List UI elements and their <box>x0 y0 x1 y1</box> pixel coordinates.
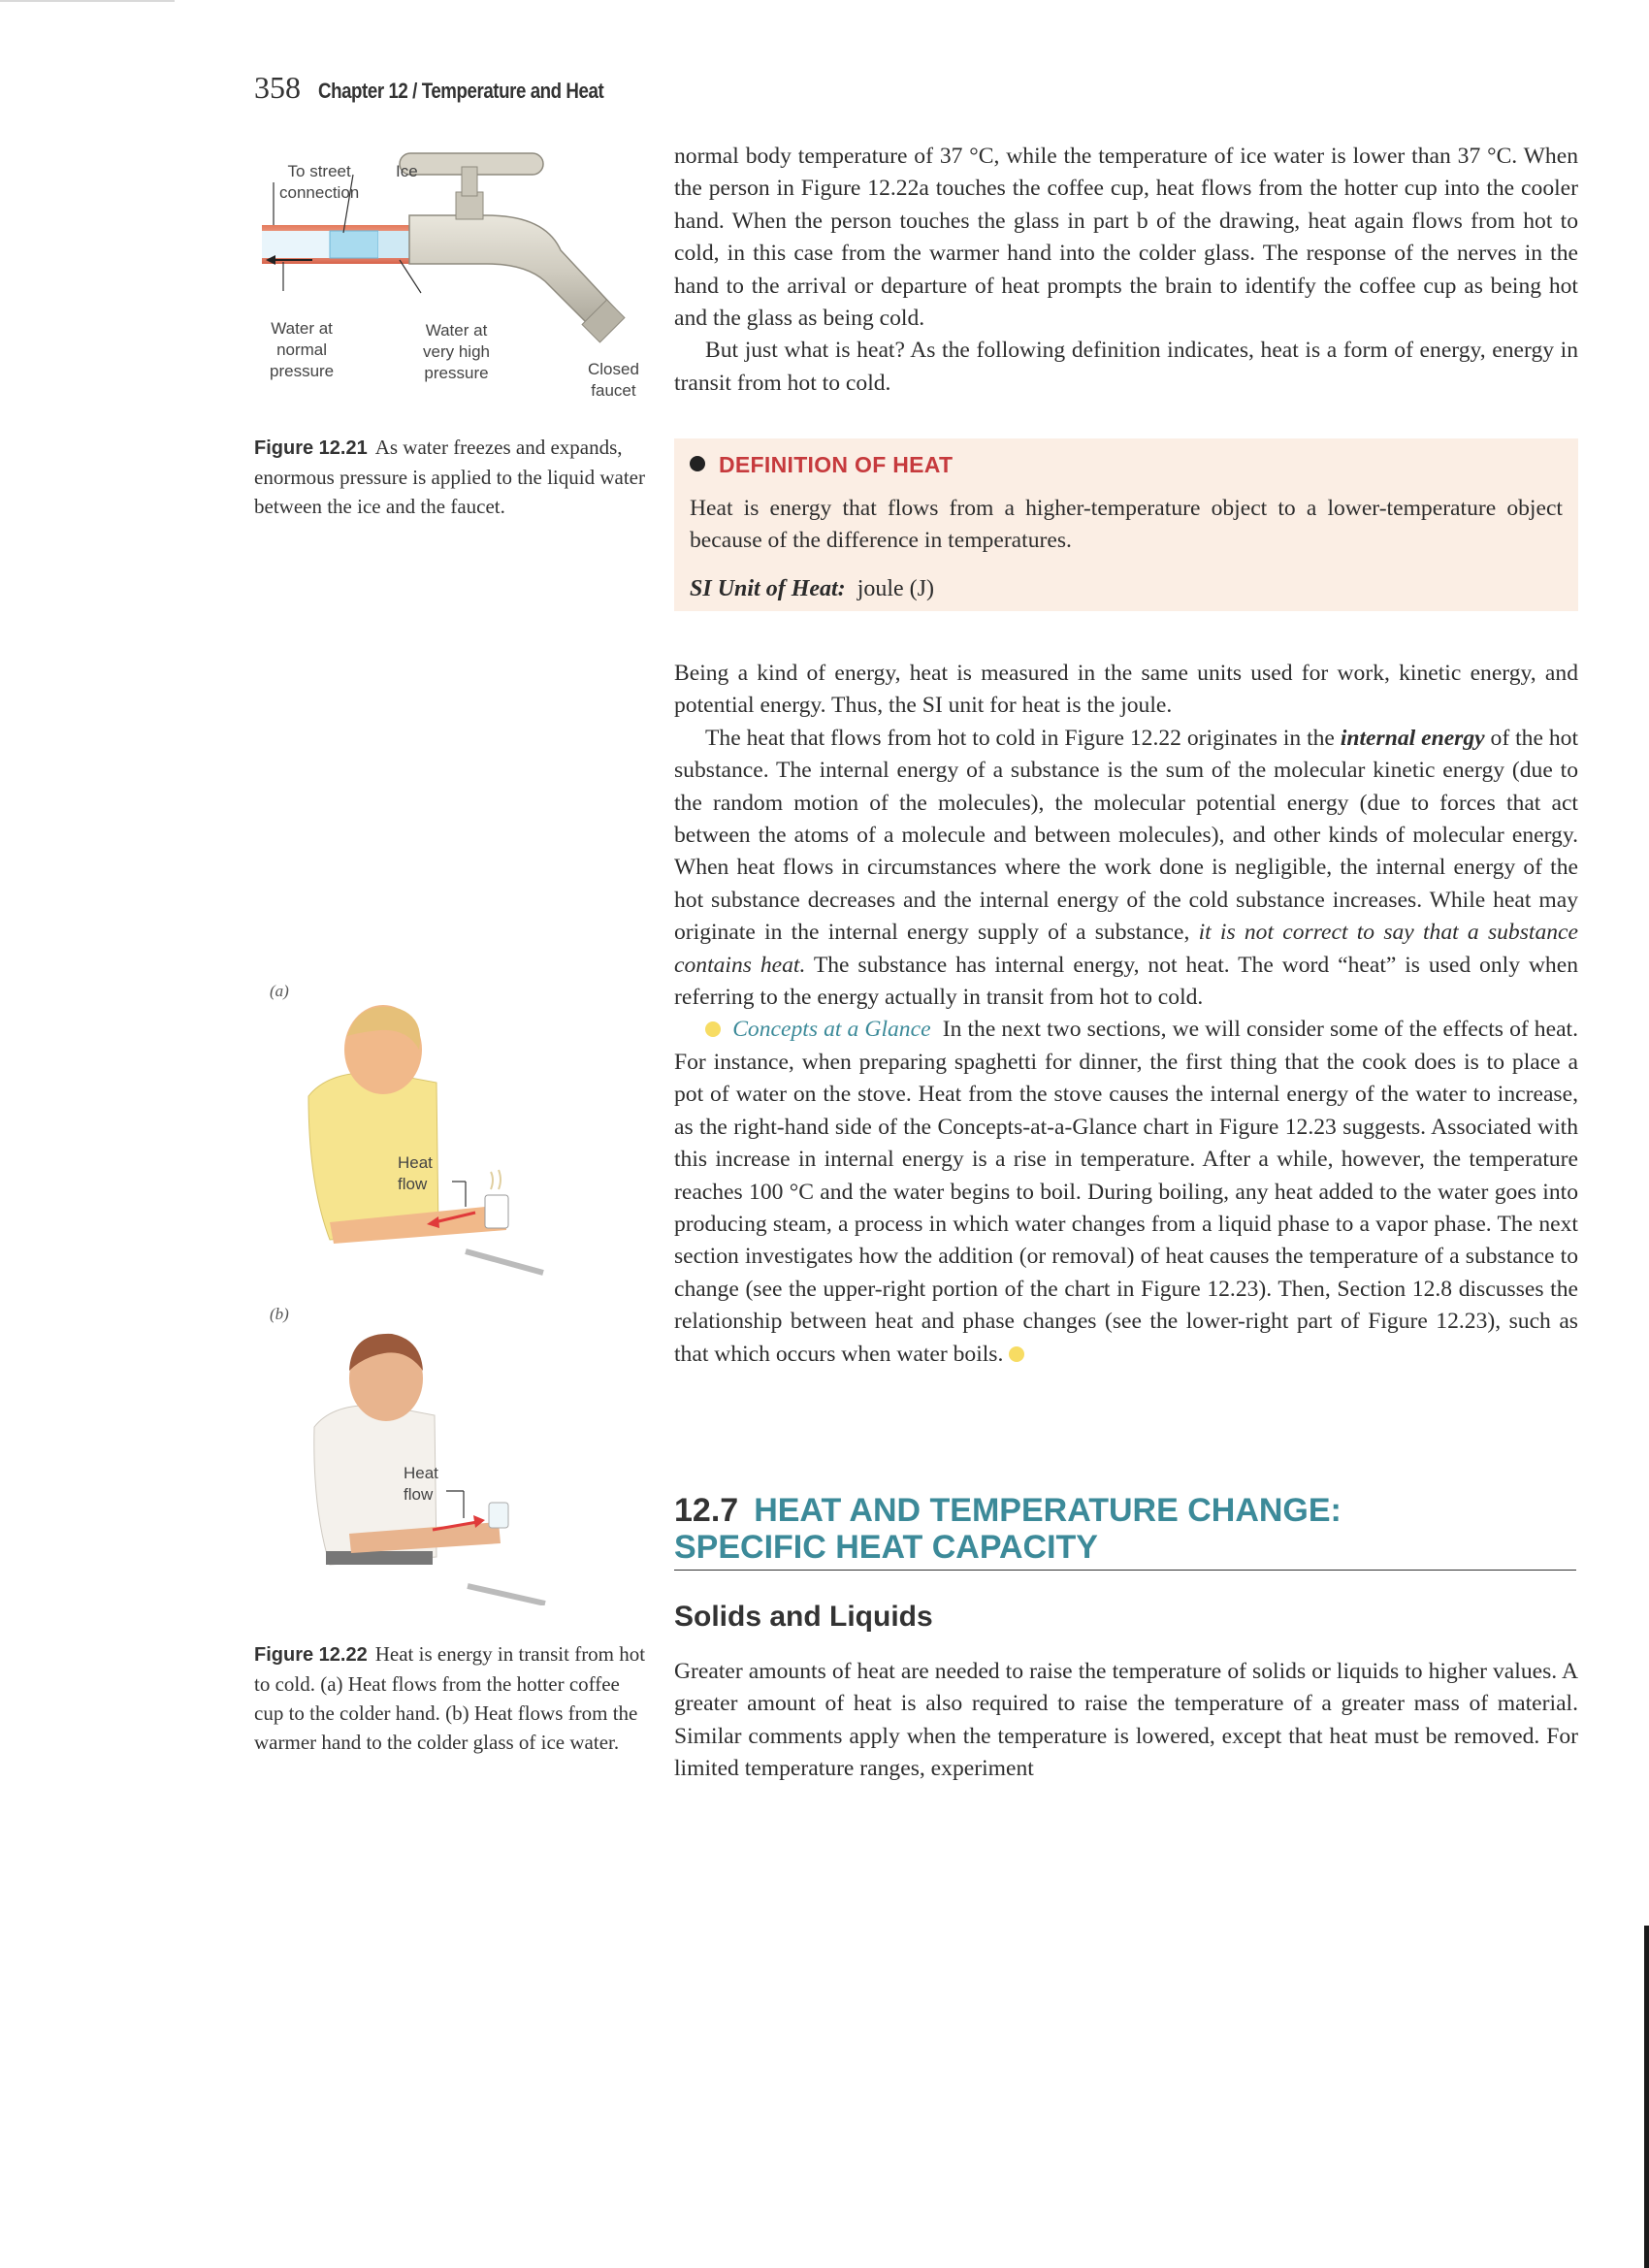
coffee-cup <box>485 1195 508 1228</box>
subsection-heading: Solids and Liquids <box>674 1601 933 1633</box>
chapter-title: Chapter 12 / Temperature and Heat <box>318 79 604 103</box>
ice-plug <box>330 231 378 258</box>
paragraph-concepts: Concepts at a Glance In the next two sections, we will consider some of the effects of heat. For instance, when preparing spaghetti for dinner, the first thing that the cook does is to place a pot of water on the stove. Heat from the stove causes the internal energy of the water to increase, as the right-hand side of the Concepts-at-a-Glance chart in Figure 12.23 suggests. Associated with this increase in internal energy is a rise in temperature. After a while, however, the temperature reaches 100 °C and the water begins to boil. During boiling, any heat added to the water goes into producing steam, a process in which water changes from a liquid phase to a vapor phase. The next section investigates how the addition (or removal) of heat causes the temperature of a substance to change (see the upper-right portion of the chart in Figure 12.23). Then, Section 12.8 discusses the relationship between heat and phase changes (see the lower-right part of Figure 12.23), such as that which occurs when water boils. <box>674 1017 1579 1367</box>
belt <box>326 1551 433 1565</box>
label-water-high: Water at very high pressure <box>423 321 490 382</box>
table-edge <box>468 1586 545 1604</box>
section-title-line2: SPECIFIC HEAT CAPACITY <box>674 1529 1098 1566</box>
caption-figure-12-21 <box>254 433 647 521</box>
label-closed-faucet: Closed faucet <box>588 360 639 400</box>
page-top-edge <box>0 0 175 2</box>
figure-12-22b <box>291 1314 563 1605</box>
figure-12-21 <box>254 146 652 407</box>
page-right-edge <box>1644 1926 1649 2268</box>
section-number: 12.7 <box>674 1492 739 1529</box>
bullet-icon <box>690 456 705 471</box>
ice-water-glass <box>489 1503 508 1528</box>
body-column-top <box>674 141 1578 400</box>
key-term: internal energy <box>1340 725 1485 751</box>
caption-number: Figure 12.21 <box>254 437 368 459</box>
paragraph-internal-energy: The heat that flows from hot to cold in Figure 12.22 originates in the internal energy of the hot substance. The internal energy of a substance is the sum of the molecular kinetic energy (due to the random motion of the molecules), the molecular potential energy (due to forces that act between the atoms of a molecule and between molecules), and other kinds of molecular energy. When heat flows in circumstances where the work done is negligible, the internal energy of the hot substance decreases and the internal energy of the cold substance increases. While heat may originate in the internal energy supply of a substance, it is not correct to say that a substance contains heat. The substance has internal energy, not heat. The word “heat” is used only when referring to the energy actually in transit from hot to cold. <box>674 725 1578 1011</box>
concepts-marker-icon <box>705 1021 721 1037</box>
caption-number: Figure 12.22 <box>254 1644 368 1666</box>
paragraph: Greater amounts of heat are needed to raise the temperature of solids or liquids to higher values. A greater amount of heat is also required to raise the temperature of a greater mass of material. Similar comments apply when the temperature is lowered, except that heat must be removed. For limited temperature ranges, experiment <box>674 1659 1578 1782</box>
concepts-end-marker-icon <box>1009 1346 1024 1362</box>
label-ice: Ice <box>396 162 418 180</box>
steam-icon <box>491 1170 501 1189</box>
concepts-at-a-glance-label: Concepts at a Glance <box>732 1017 931 1043</box>
section-heading <box>674 1492 1576 1571</box>
caption-text: As water freezes and expands, enormous pressure is applied to the liquid water between the ice and the faucet. <box>254 436 645 518</box>
body-column-bottom <box>674 1656 1578 1786</box>
section-title-line1: HEAT AND TEMPERATURE CHANGE: <box>754 1492 1342 1529</box>
paragraph: But just what is heat? As the following definition indicates, heat is a form of energy, energy in transit from hot to cold. <box>674 338 1578 396</box>
definition-unit: SI Unit of Heat: joule (J) <box>690 576 934 601</box>
paragraph: Being a kind of energy, heat is measured in the same units used for work, kinetic energy, and potential energy. Thus, the SI unit for heat is the joule. <box>674 661 1578 719</box>
caption-text: Heat is energy in transit from hot to cold. (a) Heat flows from the hotter coffee cup to the colder hand. (b) Heat flows from the warmer hand to the colder glass of ice water. <box>254 1642 646 1754</box>
definition-text: Heat is energy that flows from a higher-temperature object to a lower-temperature object because of the difference in temperatures. <box>690 496 1563 553</box>
figure-12-22a <box>291 989 563 1280</box>
label-water-normal: Water at normal pressure <box>270 319 335 380</box>
running-header <box>254 70 654 106</box>
faucet-body <box>409 215 615 330</box>
table-edge <box>466 1251 543 1273</box>
definition-title: DEFINITION OF HEAT <box>690 452 953 478</box>
definition-box <box>674 438 1578 611</box>
figure-part-b-label: (b) <box>270 1305 289 1323</box>
label-heat-flow-a: Heat flow <box>398 1153 433 1193</box>
label-to-street: To street connection <box>279 162 360 202</box>
caption-figure-12-22 <box>254 1639 647 1757</box>
page-number: 358 <box>254 70 301 105</box>
person-glass-illustration <box>291 1314 563 1605</box>
body-column-main <box>674 658 1578 1371</box>
person-coffee-illustration <box>291 989 563 1280</box>
paragraph: normal body temperature of 37 °C, while the temperature of ice water is lower than 37 °C. When the person in Figure 12.22a touches the coffee cup, heat flows from the hotter cup into the cooler hand. When the person touches the glass in part b of the drawing, heat again flows from hot to cold, in this case from the warmer hand into the colder glass. The response of the nerves in the hand to the arrival or departure of heat prompts the brain to identify the coffee cup as being hot and the glass as being cold. <box>674 144 1578 332</box>
figure-part-a-label: (a) <box>270 982 289 1000</box>
label-heat-flow-b: Heat flow <box>404 1464 438 1504</box>
